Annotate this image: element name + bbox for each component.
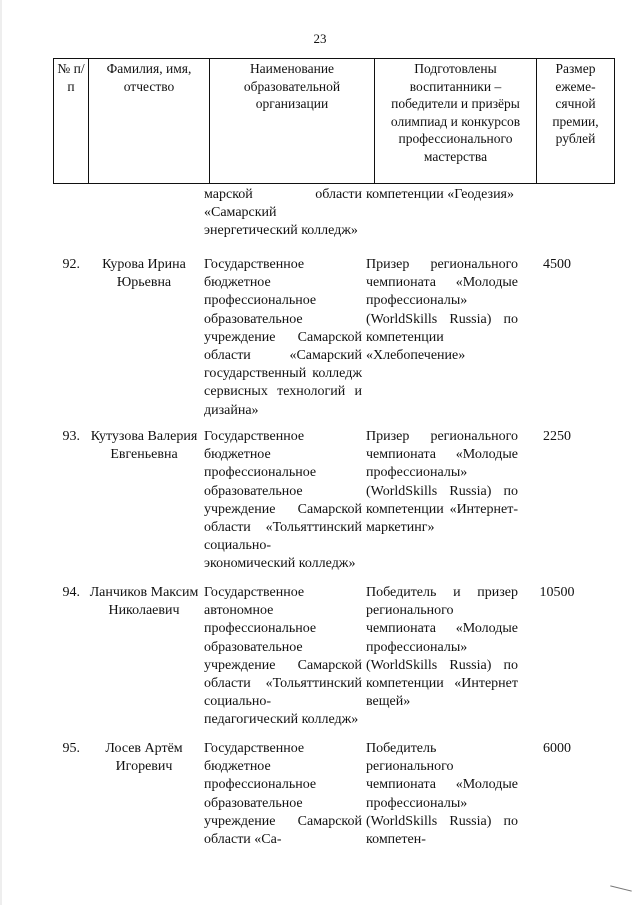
scan-edge (0, 0, 2, 905)
header-organization: Наименование образовательной организации (210, 59, 375, 184)
header-award: Подготовлены воспитанники – победители и призёры олимпиад и конкурсов профессионального мастерства (375, 59, 537, 184)
row-number: 95. (62, 741, 80, 756)
person-name: Лосев Артём Игоревич (105, 741, 183, 775)
scan-mark (610, 885, 632, 891)
amount-cell: 6000 (543, 741, 571, 756)
award-cell: Победитель и призер регионального чемпионата «Молодые профессионалы» (WorldSkills Russia) по компетенции «Интернет вещей» (366, 585, 518, 710)
header-amount: Размер ежеме-сячной премии, рублей (537, 59, 615, 184)
award-cell: Призер регионального чемпионата «Молодые профессионалы» (WorldSkills Russia) по компетенции «Хлебопечение» (366, 257, 518, 364)
organization-cell: Государственное бюджетное профессиональное образовательное учреждение Самарской области «Тольяттинский социально-экономический колледж» (204, 429, 362, 572)
amount-cell: 4500 (543, 257, 571, 272)
amount-cell: 2250 (543, 429, 571, 444)
row-number: 92. (62, 257, 80, 272)
organization-cell: Государственное автономное профессиональное образовательное учреждение Самарской области «Тольяттинский социально-педагогический колледж» (204, 585, 362, 728)
row-number: 93. (62, 429, 80, 444)
organization-cell: Государственное бюджетное профессиональное образовательное учреждение Самарской области «Самарский государственный колледж сервисных технологий и дизайна» (204, 257, 362, 418)
award-cell: Победитель регионального чемпионата «Молодые профессионалы» (WorldSkills Russia) по компетен- (366, 741, 518, 848)
award-cell: Призер регионального чемпионата «Молодые профессионалы» (WorldSkills Russia) по компетенции «Интернет-маркетинг» (366, 429, 518, 536)
person-name: Курова Ирина Юрьевна (102, 257, 186, 291)
header-number: № п/п (54, 59, 89, 184)
organization-cell: марской области «Самарский энергетический колледж» (204, 187, 362, 239)
header-full-name: Фамилия, имя, отчество (89, 59, 210, 184)
table-header (53, 58, 615, 184)
person-name: Кутузова Валерия Евгеньевна (90, 429, 198, 463)
award-cell: компетенции «Геодезия» (366, 187, 514, 202)
page-number: 23 (313, 31, 327, 46)
organization-cell: Государственное бюджетное профессиональное образовательное учреждение Самарской области «Са- (204, 741, 362, 848)
amount-cell: 10500 (539, 585, 575, 600)
row-number: 94. (62, 585, 80, 600)
person-name: Ланчиков Максим Николаевич (89, 585, 199, 619)
